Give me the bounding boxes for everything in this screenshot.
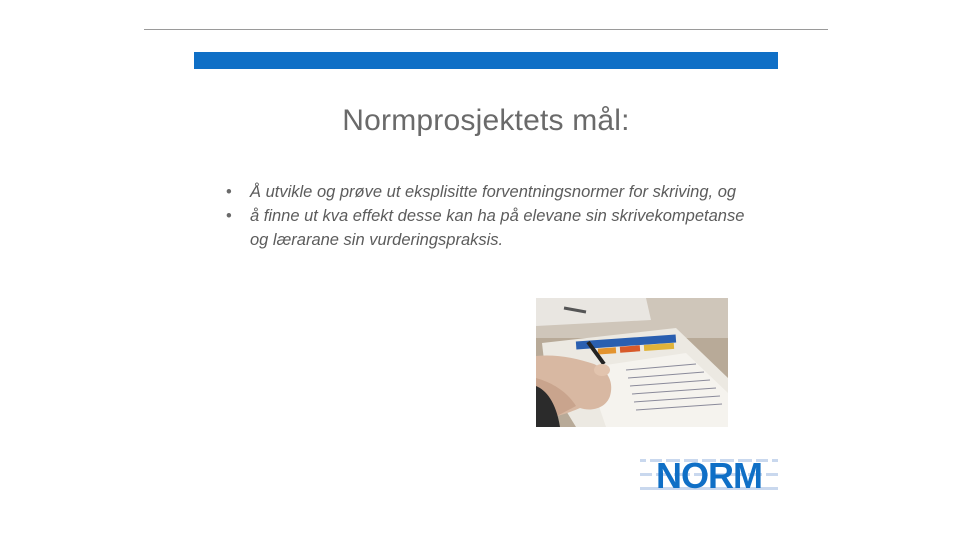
norm-logo-graphic [640,457,778,493]
bullet-list [226,180,746,252]
slide-title: Normprosjektets mål: [342,104,630,137]
writing-photo-illustration [536,298,728,427]
bullet-item [226,180,746,204]
accent-bar [194,52,778,69]
writing-photo [536,298,728,427]
bullet-text: å finne ut kva effekt desse kan ha på elevane sin skrivekompetanse og lærarane sin vurderingspraksis. [250,207,745,249]
bullet-dot: • [226,183,232,201]
bullet-dot: • [226,207,232,225]
logo-text: NORM [656,457,762,493]
bullet-text: Å utvikle og prøve ut eksplisitte forventningsnormer for skriving, og [250,183,737,201]
top-divider-line [144,29,828,30]
norm-logo [640,457,778,493]
bullet-item [226,204,746,252]
